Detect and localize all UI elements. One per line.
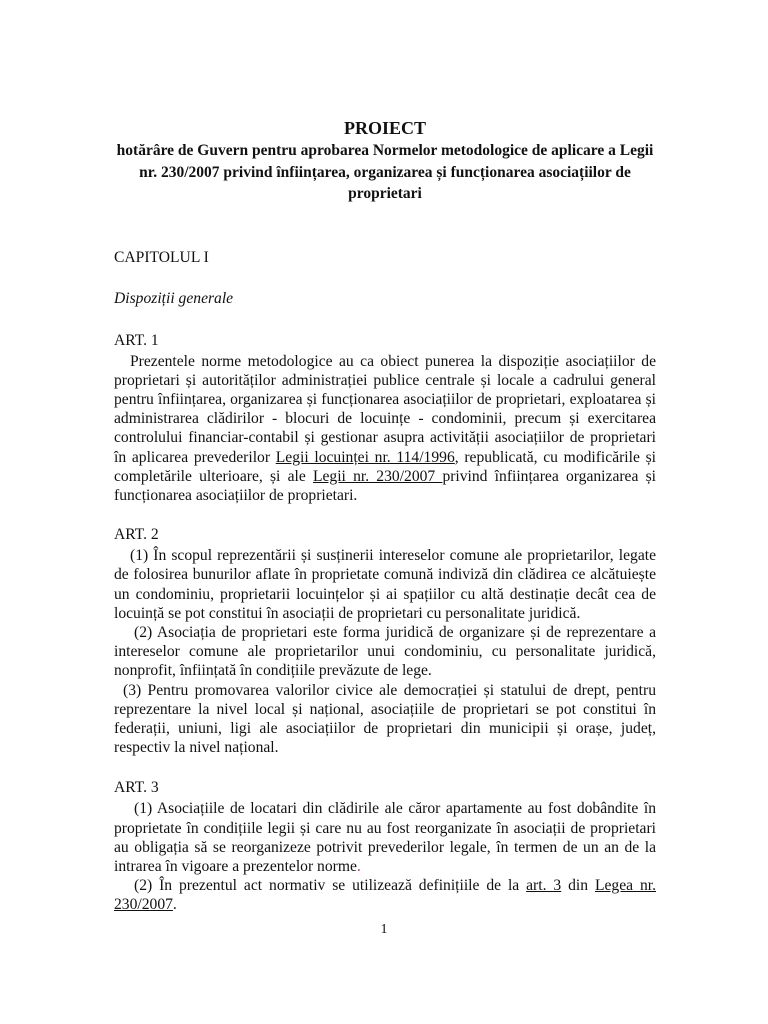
art-3-link[interactable]: art. 3 (526, 877, 562, 895)
article-3-paragraph-2 (114, 876, 656, 914)
article-2-title: ART. 2 (114, 526, 159, 544)
article-3-p2-text-b: din (561, 877, 595, 895)
law-230-2007-link[interactable]: Legii nr. 230/2007 (312, 467, 443, 485)
article-3-end-mark: . (356, 857, 361, 875)
section-heading: Dispoziții generale (114, 289, 234, 307)
article-1-text-c: privind înființarea organizarea și funcționarea asociațiilor de proprietari. (114, 467, 656, 504)
article-3-p2-text-c: . (172, 896, 177, 914)
article-1-text-a: Prezentele norme metodologice au ca obiect punerea la dispoziție asociațiilor de proprietari și autorităților administrației publice centrale și locale a cadrului general pentru înființarea, organizarea și funcționarea asociațiilor de proprietari, exploatarea și administrarea clădirilor - blocuri de locuințe - condominii, precum și exercitarea controlului financiar-contabil și gestionar asupra activității asociațiilor de proprietari în aplicarea prevederilor (114, 352, 656, 466)
chapter-heading: CAPITOLUL I (114, 248, 209, 266)
article-3-p2-text-a: (2) În prezentul act normativ se utilizează definițiile de la (134, 877, 527, 895)
legea-230-2007-link[interactable]: Legea nr. 230/2007 (114, 877, 656, 914)
article-2-paragraph-1: (1) În scopul reprezentării și susținerii intereselor comune ale proprietarilor, legate de folosirea bunurilor aflate în proprietate comună indiviză din clădirea ce alcătuiește un condominiu, proprietarii locuințelor și ai spațiilor cu altă destinație decât cea de locuință se pot constitui în asociații de proprietari cu personalitate juridică. (114, 547, 656, 622)
document-subtitle: hotărâre de Guvern pentru aprobarea Normelor metodologice de aplicare a Legii nr. 230/2007 privind înființarea, organizarea și funcționarea asociațiilor de proprietari (116, 142, 654, 202)
article-2-paragraph-2: (2) Asociația de proprietari este forma juridică de organizare și de reprezentare a intereselor comune ale proprietarilor unui condominiu, cu personalitate juridică, nonprofit, înființată în condițiile prevăzute de lege. (114, 623, 656, 680)
article-3-paragraph-1 (114, 799, 656, 876)
article-3-title: ART. 3 (114, 779, 159, 797)
article-1-title: ART. 1 (114, 331, 159, 349)
article-1-paragraph (114, 352, 656, 506)
page-number: 1 (380, 922, 388, 937)
article-2-paragraph-3: (3) Pentru promovarea valorilor civice ale democrației și statului de drept, pentru reprezentare la nivel local și național, asociațiile de proprietari se pot constitui în federații, uniuni, ligi ale asociațiilor de proprietari din municipii și orașe, județ, respectiv la nivel național. (114, 681, 656, 757)
article-3-text: (1) Asociațiile de locatari din clădirile ale căror apartamente au fost dobândite în proprietate în condițiile legii și care nu au fost reorganizate în asociații de proprietari au obligația să se reorganizeze potrivit prevederilor legale, în termen de un an de la intrarea în vigoare a prezentelor norme (114, 800, 656, 875)
article-1-text-b: , republicată, cu modificările și completările ulterioare, și ale (114, 448, 657, 485)
law-114-1996-link[interactable]: Legii locuinței nr. 114/1996 (275, 448, 455, 466)
document-title: PROIECT (343, 118, 426, 138)
